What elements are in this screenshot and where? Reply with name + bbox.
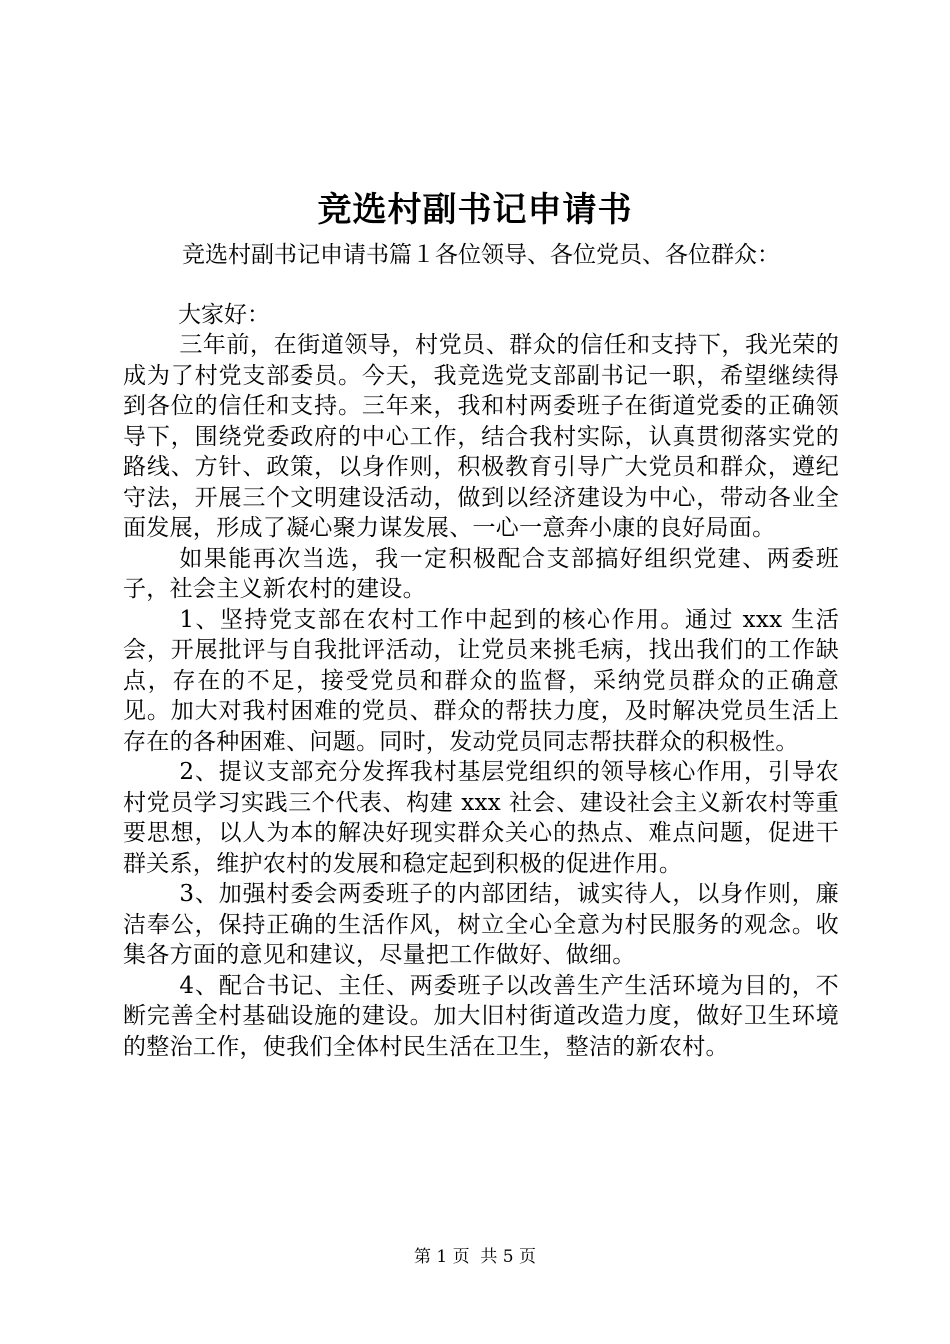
- page-footer: 第 1 页 共 5 页: [413, 1247, 537, 1267]
- intro-line: 竞选村副书记申请书篇１各位领导、各位党员、各位群众：: [182, 242, 780, 268]
- paragraph: 1、坚持党支部在农村工作中起到的核心作用。通过 xxx 生活会，开展批评与自我批评活动，让党员来挑毛病，找出我们的工作缺点，存在的不足，接受党员和群众的监督，采纳党员群众的正确意见。加大对我村困难的党员、群众的帮扶力度，及时解决党员生活上存在的各种困难、问题。同时，发动党员同志帮扶群众的积极性。: [123, 606, 839, 755]
- greeting: 大家好：: [178, 302, 270, 328]
- paragraph: 如果能再次当选，我一定积极配合支部搞好组织党建、两委班子，社会主义新农村的建设。: [123, 545, 839, 602]
- paragraph: 2、提议支部充分发挥我村基层党组织的领导核心作用，引导农村党员学习实践三个代表、构建 xxx 社会、建设社会主义新农村等重要思想，以人为本的解决好现实群众关心的热点、难点问题，促进干群关系，维护农村的发展和稳定起到积极的促进作用。: [123, 759, 839, 877]
- paragraph: 4、配合书记、主任、两委班子以改善生产生活环境为目的，不断完善全村基础设施的建设。加大旧村街道改造力度，做好卫生环境的整治工作，使我们全体村民生活在卫生，整洁的新农村。: [123, 972, 839, 1060]
- paragraph: 3、加强村委会两委班子的内部团结，诚实待人，以身作则，廉洁奉公，保持正确的生活作风，树立全心全意为村民服务的观念。收集各方面的意见和建议，尽量把工作做好、做细。: [123, 881, 839, 968]
- document-title: 竞选村副书记申请书: [317, 190, 633, 230]
- document-body: [123, 330, 839, 1062]
- paragraph: 三年前，在街道领导，村党员、群众的信任和支持下，我光荣的成为了村党支部委员。今天，我竞选党支部副书记一职，希望继续得到各位的信任和支持。三年来，我和村两委班子在街道党委的正确领导下，围绕党委政府的中心工作，结合我村实际，认真贯彻落实党的路线、方针、政策，以身作则，积极教育引导广大党员和群众，遵纪守法，开展三个文明建设活动，做到以经济建设为中心，带动各业全面发展，形成了凝心聚力谋发展、一心一意奔小康的良好局面。: [123, 332, 839, 541]
